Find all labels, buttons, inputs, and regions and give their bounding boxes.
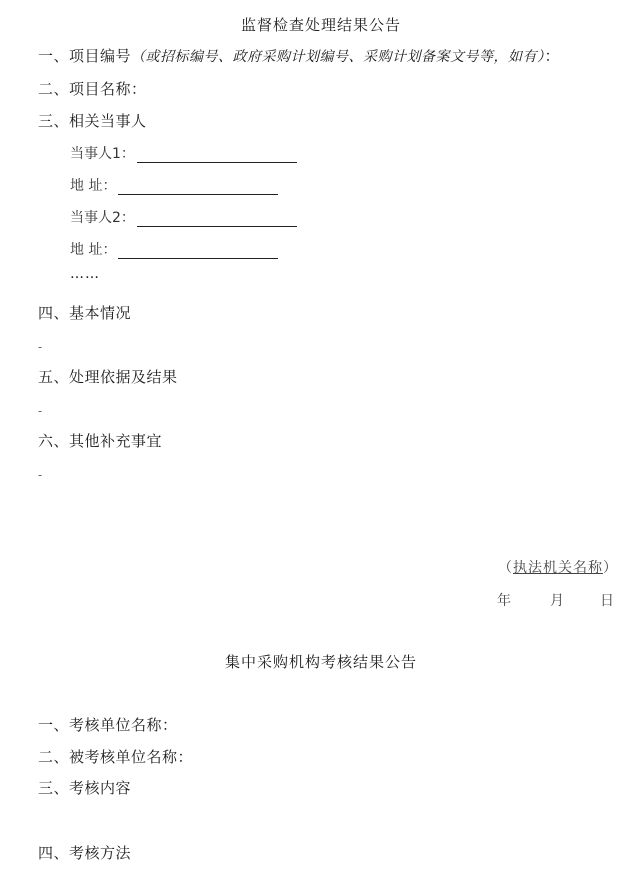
party1-field	[70, 143, 297, 163]
date-day: 日	[600, 593, 614, 609]
section4-dash: -	[38, 340, 43, 354]
address1-blank	[118, 180, 278, 195]
notice1-section3: 三、相关当事人	[38, 112, 147, 130]
section6-dash: -	[38, 468, 43, 482]
party2-blank	[137, 212, 297, 227]
authority-open-paren: （	[498, 560, 513, 576]
project-number-label: 一、项目编号	[38, 47, 132, 65]
address2-field	[70, 239, 278, 259]
party1-blank	[137, 148, 297, 163]
address2-blank	[118, 244, 278, 259]
authority-close-paren: ）	[603, 560, 618, 576]
parties-ellipsis: ……	[70, 266, 100, 282]
party2-label: 当事人2：	[70, 210, 135, 226]
notice2-section1: 一、考核单位名称：	[38, 716, 178, 734]
notice1-section1	[38, 45, 560, 66]
address1-label: 地 址：	[70, 178, 117, 194]
notice1-section4: 四、基本情况	[38, 304, 132, 322]
project-number-note: （或招标编号、政府采购计划编号、采购计划备案文号等，如有）	[131, 49, 545, 65]
notice1-section6: 六、其他补充事宜	[38, 432, 163, 450]
party1-label: 当事人1：	[70, 146, 135, 162]
notice2-section2: 二、被考核单位名称：	[38, 748, 194, 766]
date-month: 月	[550, 593, 564, 609]
address1-field	[70, 175, 278, 195]
authority-name: 执法机关名称	[513, 560, 603, 576]
address2-label: 地 址：	[70, 242, 117, 258]
notice2-section3: 三、考核内容	[38, 779, 132, 797]
notice2-title: 集中采购机构考核结果公告	[224, 653, 417, 671]
project-number-colon: ：	[544, 47, 561, 65]
notice1-title: 监督检查处理结果公告	[240, 16, 401, 34]
notice2-section4: 四、考核方法	[38, 844, 132, 862]
authority-signature	[498, 557, 618, 577]
party2-field	[70, 207, 297, 227]
notice1-section5: 五、处理依据及结果	[38, 368, 178, 386]
section5-dash: -	[38, 404, 43, 418]
date-year: 年	[497, 593, 511, 609]
notice1-section2: 二、项目名称：	[38, 80, 147, 98]
